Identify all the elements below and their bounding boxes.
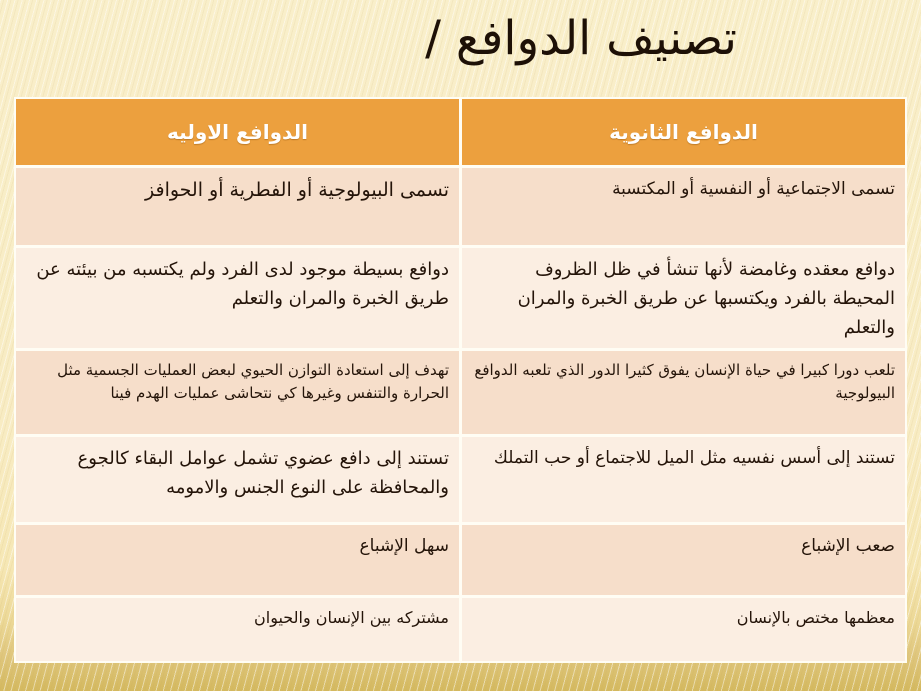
table-cell-primary-row5: سهل الإشباع (16, 525, 459, 595)
column-header-secondary-motives: الدوافع الثانوية (462, 99, 905, 165)
table-cell-primary-row4: تستند إلى دافع عضوي تشمل عوامل البقاء كالجوع والمحافظة على النوع الجنس والامومه (16, 437, 459, 522)
table-cell-secondary-row6: معظمها مختص بالإنسان (462, 598, 905, 661)
table-cell-primary-row3: تهدف إلى استعادة التوازن الحيوي لبعض العمليات الجسمية مثل الحرارة والتنفس وغيرها كي نتحاشى عمليات الهدم فينا (16, 351, 459, 434)
table-cell-secondary-row1: تسمى الاجتماعية أو النفسية أو المكتسبة (462, 168, 905, 245)
table-cell-secondary-row3: تلعب دورا كبيرا في حياة الإنسان يفوق كثيرا الدور الذي تلعبه الدوافع البيولوجية (462, 351, 905, 434)
column-header-primary-motives: الدوافع الاوليه (16, 99, 459, 165)
table-cell-primary-row2: دوافع بسيطة موجود لدى الفرد ولم يكتسبه من بيئته عن طريق الخبرة والمران والتعلم (16, 248, 459, 348)
table-cell-secondary-row4: تستند إلى أسس نفسيه مثل الميل للاجتماع أو حب التملك (462, 437, 905, 522)
motives-comparison-table (14, 97, 907, 663)
table-cell-secondary-row2: دوافع معقده وغامضة لأنها تنشأ في ظل الظروف المحيطة بالفرد ويكتسبها عن طريق الخبرة والمران والتعلم (462, 248, 905, 348)
table-cell-primary-row6: مشتركه بين الإنسان والحيوان (16, 598, 459, 661)
page-title: تصنيف الدوافع / (425, 11, 737, 66)
table-cell-secondary-row5: صعب الإشباع (462, 525, 905, 595)
table-cell-primary-row1: تسمى البيولوجية أو الفطرية أو الحوافز (16, 168, 459, 245)
